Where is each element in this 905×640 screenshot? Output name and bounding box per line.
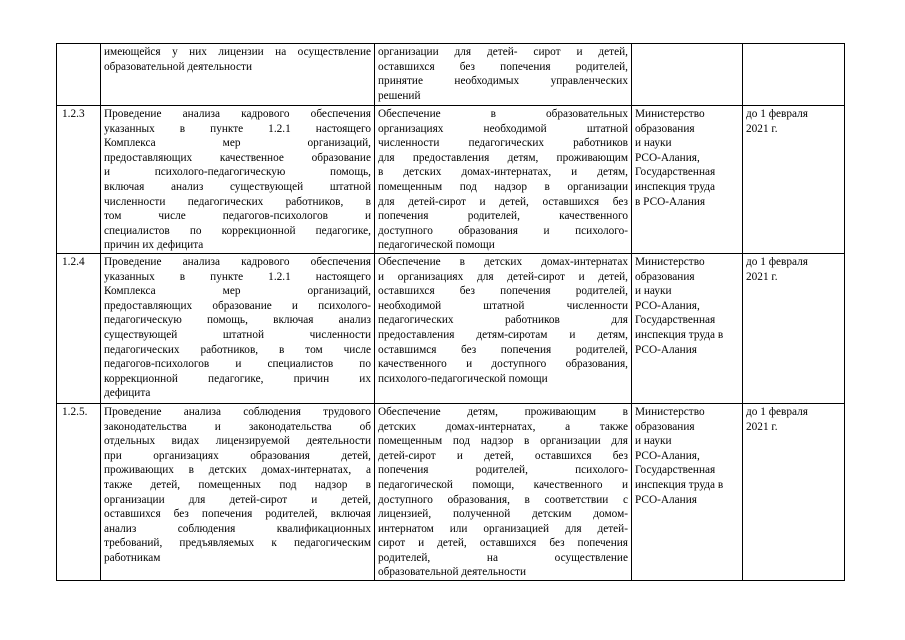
text-line: в РСО-Алания — [635, 195, 706, 208]
text-line: педагогической помощи, качественного и — [378, 478, 628, 491]
text-line: Проведение анализа кадрового обеспечения — [104, 108, 371, 120]
text-line: инспекция труда в — [635, 478, 724, 491]
text-line: организациях необходимой штатной — [378, 122, 628, 135]
executor-cell — [632, 106, 743, 254]
text-line: численности педагогических работников, в — [104, 195, 371, 208]
deadline-cell — [743, 253, 845, 403]
text-line: и организациях для детей-сирот и детей, — [378, 270, 628, 283]
text-line: имеющейся у них лицензии на осуществление — [104, 46, 371, 58]
text-line: Министерство — [635, 108, 705, 120]
executor-cell — [632, 403, 743, 580]
text-line: педагогов-психологов и специалистов по — [104, 358, 371, 371]
text-line: том числе педагогов-психологов и — [104, 210, 371, 223]
measure-cell — [101, 253, 375, 403]
result-cell — [375, 106, 632, 254]
text-line: Комплекса мер организаций, — [104, 137, 371, 150]
text-line: лицензией, полученной детским домом- — [378, 508, 628, 521]
text-line: в детских домах-интернатах, и детям, — [378, 166, 628, 179]
text-line: включая анализ существующей штатной — [104, 180, 371, 193]
text-line: Обеспечение детям, проживающим в — [378, 405, 628, 418]
text-line: указанных в пункте 1.2.1 настоящего — [104, 270, 371, 283]
text-line: попечения родителей, качественного — [378, 210, 628, 223]
text-line: психолого-педагогической помощи — [378, 372, 548, 385]
text-line: оставшихся без попечения родителей, — [378, 60, 628, 73]
text-line: Министерство — [635, 405, 705, 418]
text-line: образования — [635, 270, 695, 283]
text-line: педагогических работников, в том числе — [104, 343, 371, 356]
text-line: образовательной деятельности — [104, 60, 252, 73]
table-row — [57, 106, 845, 254]
text-line: 2021 г. — [746, 122, 778, 135]
deadline-cell — [743, 106, 845, 254]
text-line: предоставляющих качественное образование — [104, 151, 371, 164]
text-line: организации для детей-сирот и детей, — [104, 493, 371, 506]
text-line: образования — [635, 122, 695, 135]
item-number: 1.2.3 — [62, 108, 85, 120]
measure-cell — [101, 44, 375, 106]
text-line: детских домах-интернатах, а также — [378, 420, 628, 433]
text-line: законодательства и законодательства об — [104, 420, 371, 433]
item-number: 1.2.4 — [62, 255, 85, 268]
text-line: оставшихся без попечения родителей, — [378, 285, 628, 298]
text-line: РСО-Алания, — [635, 151, 700, 164]
text-line: оставшихся без попечения родителей, включая — [104, 508, 371, 521]
text-line: Министерство — [635, 255, 705, 268]
text-line: коррекционной педагогике, причин их — [104, 372, 371, 385]
text-line: образования — [635, 420, 695, 433]
text-line: и науки — [635, 285, 672, 298]
document-page — [56, 43, 845, 581]
text-line: решений — [378, 89, 421, 102]
text-line: причин их дефицита — [104, 239, 204, 252]
text-line: сирот и детей, оставшихся без попечения — [378, 537, 628, 550]
text-line: инспекция труда — [635, 180, 716, 193]
text-line: необходимой штатной численности — [378, 299, 628, 312]
text-line: педагогической помощи — [378, 239, 495, 252]
text-line: при организациях образования детей, — [104, 449, 371, 462]
text-line: доступного образования, в соответствии с — [378, 493, 628, 506]
text-line: педагогических работников для — [378, 314, 628, 327]
text-line: РСО-Алания, — [635, 299, 700, 312]
executor-cell — [632, 44, 743, 106]
deadline-cell — [743, 44, 845, 106]
item-number-cell — [57, 403, 101, 580]
text-line: требований, предъявляемых к педагогическим — [104, 537, 371, 550]
text-line: Государственная — [635, 464, 716, 477]
text-line: Проведение анализа кадрового обеспечения — [104, 255, 371, 268]
text-line: до 1 февраля — [746, 108, 808, 120]
table-row — [57, 253, 845, 403]
text-line: организации для детей- сирот и детей, — [378, 46, 628, 58]
result-cell — [375, 44, 632, 106]
item-number-cell — [57, 106, 101, 254]
text-line: РСО-Алания — [635, 343, 697, 356]
text-line: родителей, на осуществление — [378, 551, 628, 564]
text-line: работникам — [104, 551, 161, 564]
text-line: принятие необходимых управленческих — [378, 75, 628, 88]
text-line: для предоставления детям, проживающим — [378, 151, 628, 164]
text-line: для детей-сирот и детей, оставшихся без — [378, 195, 628, 208]
item-number-cell — [57, 253, 101, 403]
measures-table — [56, 43, 845, 581]
text-line: предоставляющих образование и психолого- — [104, 299, 371, 312]
text-line: педагогическую помощь, включая анализ — [104, 314, 371, 327]
text-line: существующей штатной численности — [104, 328, 371, 341]
text-line: Проведение анализа соблюдения трудового — [104, 405, 371, 418]
table-row — [57, 44, 845, 106]
text-line: инспекция труда в — [635, 328, 724, 341]
measure-cell — [101, 403, 375, 580]
text-line: РСО-Алания — [635, 493, 697, 506]
text-line: РСО-Алания, — [635, 449, 700, 462]
text-line: Комплекса мер организаций, — [104, 285, 371, 298]
text-line: и психолого-педагогическую помощь, — [104, 166, 371, 179]
text-line: качественного и доступного образования, — [378, 358, 628, 371]
text-line: 2021 г. — [746, 420, 778, 433]
text-line: и науки — [635, 435, 672, 448]
text-line: до 1 февраля — [746, 405, 808, 418]
text-line: Обеспечение в детских домах-интернатах — [378, 255, 628, 268]
item-number-cell — [57, 44, 101, 106]
text-line: Государственная — [635, 314, 716, 327]
text-line: доступного образования и психолого- — [378, 224, 628, 237]
text-line: детей-сирот и детей, оставшихся без — [378, 449, 628, 462]
text-line: проживающих в детских домах-интернатах, а — [104, 464, 371, 477]
text-line: указанных в пункте 1.2.1 настоящего — [104, 122, 371, 135]
text-line: интернатом или организацией для детей- — [378, 522, 628, 535]
deadline-cell — [743, 403, 845, 580]
text-line: и науки — [635, 137, 672, 150]
text-line: 2021 г. — [746, 270, 778, 283]
text-line: также детей, помещенных под надзор в — [104, 478, 371, 491]
text-line: предоставления детям-сиротам и детям, — [378, 328, 628, 341]
executor-cell — [632, 253, 743, 403]
text-line: попечения родителей, психолого- — [378, 464, 628, 477]
text-line: анализ соблюдения квалификационных — [104, 522, 371, 535]
table-row — [57, 403, 845, 580]
text-line: помещенным под надзор в организации для — [378, 435, 628, 448]
text-line: образовательной деятельности — [378, 566, 526, 579]
text-line: оставшимся без попечения родителей, — [378, 343, 628, 356]
text-line: до 1 февраля — [746, 255, 808, 268]
text-line: дефицита — [104, 387, 151, 400]
text-line: отдельных видах лицензируемой деятельности — [104, 435, 371, 448]
text-line: численности педагогических работников — [378, 137, 628, 150]
item-number: 1.2.5. — [62, 405, 88, 418]
text-line: помещенным под надзор в организации — [378, 180, 628, 193]
result-cell — [375, 253, 632, 403]
result-cell — [375, 403, 632, 580]
text-line: Обеспечение в образовательных — [378, 108, 628, 120]
text-line: специалистов по коррекционной педагогике, — [104, 224, 371, 237]
text-line: Государственная — [635, 166, 716, 179]
measure-cell — [101, 106, 375, 254]
